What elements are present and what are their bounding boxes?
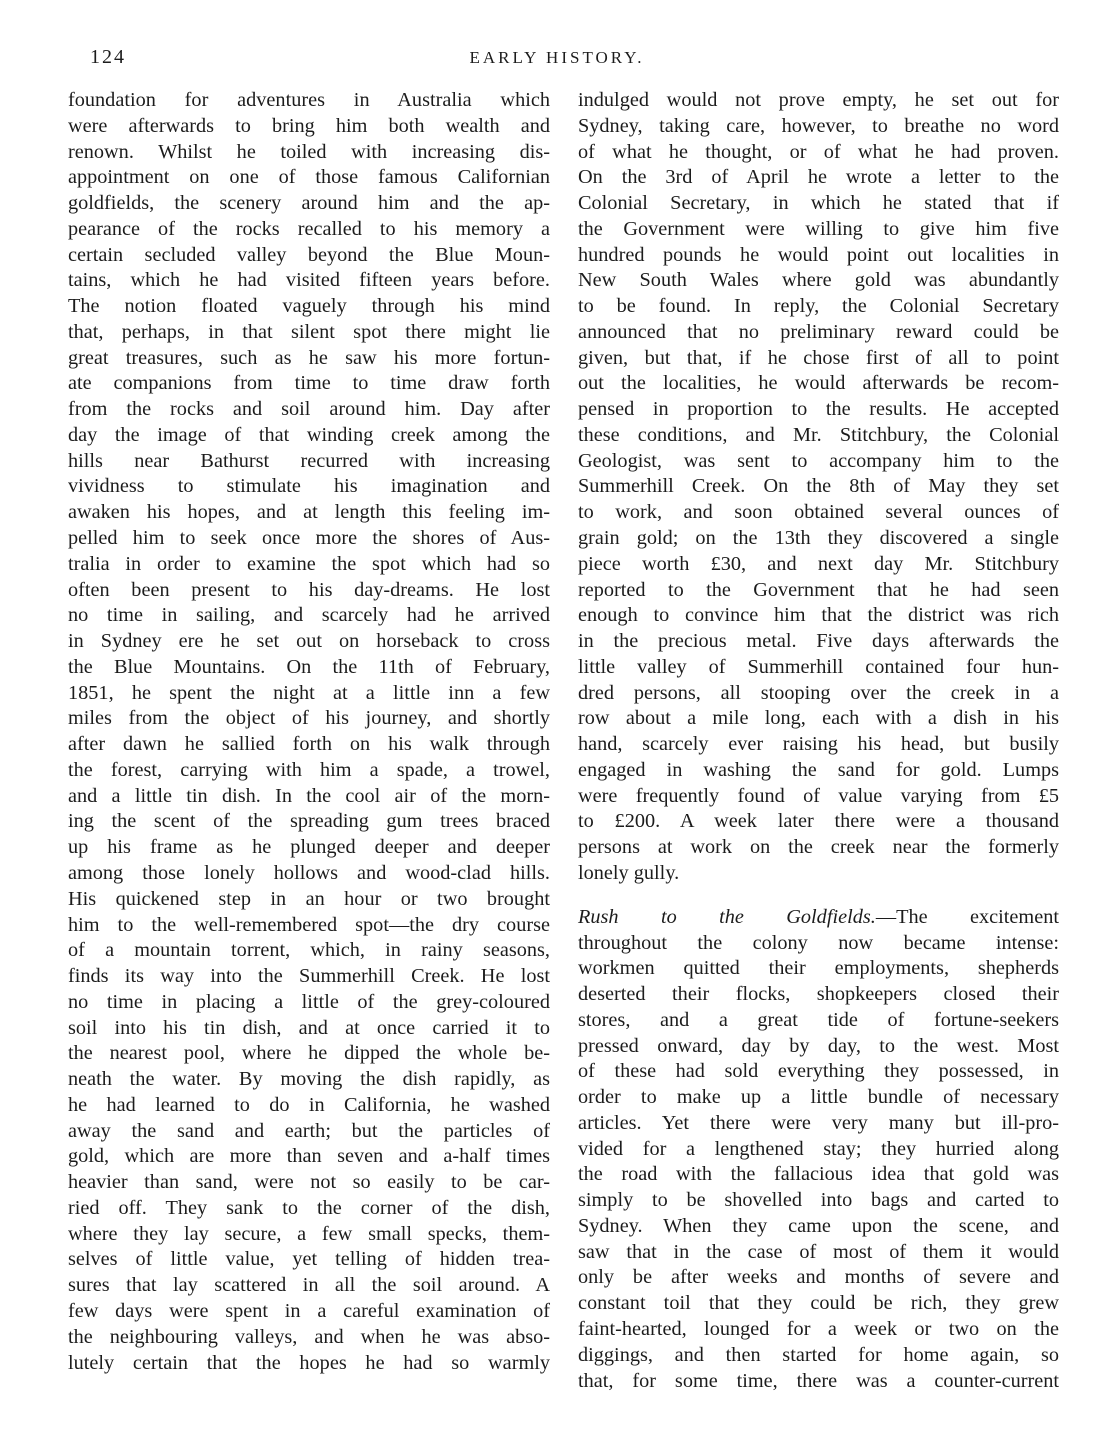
text-line: awaken his hopes, and at length this feeling im- <box>68 501 550 524</box>
text-line: reported to the Government that he had seen <box>578 578 1059 601</box>
text-line: hundred pounds he would point out localities in <box>578 243 1059 266</box>
text-line: away the sand and earth; but the particles of <box>68 1119 550 1142</box>
text-line: heavier than sand, were not so easily to be car- <box>68 1171 550 1194</box>
text-line: faint-hearted, lounged for a week or two on the <box>578 1317 1059 1340</box>
text-line: vided for a lengthened stay; they hurried along <box>578 1137 1059 1160</box>
running-title: EARLY HISTORY. <box>469 48 645 67</box>
text-line: the forest, carrying with him a spade, a trowel, <box>68 758 550 781</box>
text-line: were frequently found of value varying from £5 <box>578 784 1059 807</box>
text-line: few days were spent in a careful examination of <box>68 1299 550 1322</box>
text-line: the Government were willing to give him five <box>578 217 1059 240</box>
text-line: throughout the colony now became intense: <box>578 931 1059 954</box>
paragraph-rush <box>578 905 1059 1395</box>
text-line: given, but that, if he chose first of all to point <box>578 346 1059 369</box>
text-line: His quickened step in an hour or two brought <box>68 887 550 910</box>
text-line: appointment on one of those famous Californian <box>68 166 550 189</box>
text-line <box>578 905 1059 931</box>
text-line: articles. Yet there were very many but ill-pro- <box>578 1111 1059 1134</box>
text-line: certain secluded valley beyond the Blue Moun- <box>68 243 550 266</box>
text-line: after dawn he sallied forth on his walk through <box>68 733 550 756</box>
text-line: where they lay secure, a few small specks, them- <box>68 1222 550 1245</box>
page-number: 124 <box>90 46 126 68</box>
text-line: lonely gully. <box>578 861 680 884</box>
text-line: foundation for adventures in Australia which <box>68 89 550 111</box>
text-line: that, perhaps, in that silent spot there might lie <box>68 320 550 343</box>
text-line: indulged would not prove empty, he set out for <box>578 89 1059 111</box>
text-line: ing the scent of the spreading gum trees braced <box>68 810 550 833</box>
text-line: to £200. A week later there were a thousand <box>578 810 1059 833</box>
text-line: among those lonely hollows and wood-clad hills. <box>68 861 550 884</box>
text-line: Geologist, was sent to accompany him to the <box>578 449 1059 472</box>
section-heading: Rush to the Goldfields. <box>578 905 876 928</box>
text-line: row about a mile long, each with a dish in his <box>578 707 1059 730</box>
text-line: of these had sold everything they possessed, in <box>578 1060 1059 1083</box>
paragraph-discovery <box>578 88 1059 887</box>
text-line: engaged in washing the sand for gold. Lumps <box>578 758 1059 781</box>
text-line: out the localities, he would afterwards be recom- <box>578 372 1059 395</box>
text-line: to be found. In reply, the Colonial Secretary <box>578 295 1059 318</box>
text-line: The notion floated vaguely through his mind <box>68 295 550 318</box>
text-line: enough to convince him that the district was rich <box>578 604 1059 627</box>
text-line: finds its way into the Summerhill Creek. He lost <box>68 965 550 988</box>
text-line: hills near Bathurst recurred with increasing <box>68 449 550 472</box>
text-line: were afterwards to bring him both wealth and <box>68 114 550 137</box>
text-line: the Blue Mountains. On the 11th of February, <box>68 655 550 678</box>
text-line: dred persons, all stooping over the creek in a <box>578 681 1059 704</box>
text-line: from the rocks and soil around him. Day after <box>68 398 550 421</box>
text-line: pensed in proportion to the results. He accepted <box>578 398 1059 421</box>
text-line: the nearest pool, where he dipped the whole be- <box>68 1042 550 1065</box>
text-line: persons at work on the creek near the formerly <box>578 836 1059 859</box>
text-line: pressed onward, day by day, to the west. Most <box>578 1034 1059 1057</box>
text-line: these conditions, and Mr. Stitchbury, the Colonial <box>578 423 1059 446</box>
text-line: the neighbouring valleys, and when he was abso- <box>68 1325 550 1348</box>
left-column <box>68 88 550 1376</box>
text-line: piece worth £30, and next day Mr. Stitchbury <box>578 552 1059 575</box>
text-line: pelled him to seek once more the shores of Aus- <box>68 527 550 550</box>
text-line: hand, scarcely ever raising his head, but busily <box>578 733 1059 756</box>
text-line: the road with the fallacious idea that gold was <box>578 1163 1059 1186</box>
text-line: no time in placing a little of the grey-coloured <box>68 990 550 1013</box>
text-line: him to the well-remembered spot—the dry course <box>68 913 550 936</box>
text-line: saw that in the case of most of them it would <box>578 1240 1059 1263</box>
text-line: and a little tin dish. In the cool air of the morn- <box>68 784 550 807</box>
text-line: often been present to his day-dreams. He lost <box>68 578 550 601</box>
text-line: stores, and a great tide of fortune-seekers <box>578 1008 1059 1031</box>
text-line: to work, and soon obtained several ounces of <box>578 501 1059 524</box>
text-line: goldfields, the scenery around him and the ap- <box>68 192 550 215</box>
text-line: order to make up a little bundle of necessary <box>578 1086 1059 1109</box>
text-line: lutely certain that the hopes he had so warmly <box>68 1351 550 1374</box>
text-line: in the precious metal. Five days afterwards the <box>578 630 1059 653</box>
text-line: Sydney, taking care, however, to breathe no word <box>578 114 1059 137</box>
text-line: only be after weeks and months of severe and <box>578 1266 1059 1289</box>
text-line: up his frame as he plunged deeper and deeper <box>68 836 550 859</box>
text-line: selves of little value, yet telling of hidden trea- <box>68 1248 550 1271</box>
text-line: diggings, and then started for home again, so <box>578 1343 1059 1366</box>
text-line: On the 3rd of April he wrote a letter to the <box>578 166 1059 189</box>
text-line: pearance of the rocks recalled to his memory a <box>68 217 550 240</box>
text-line: Summerhill Creek. On the 8th of May they set <box>578 475 1059 498</box>
text-line: of what he thought, or of what he had proven. <box>578 140 1059 163</box>
text-line: 1851, he spent the night at a little inn a few <box>68 681 550 704</box>
text-line: renown. Whilst he toiled with increasing dis- <box>68 140 550 163</box>
text-line: announced that no preliminary reward could be <box>578 320 1059 343</box>
text-line: neath the water. By moving the dish rapidly, as <box>68 1068 550 1091</box>
text-line: day the image of that winding creek among the <box>68 423 550 446</box>
text-line: workmen quitted their employments, shepherds <box>578 957 1059 980</box>
text-line: ate companions from time to time draw forth <box>68 372 550 395</box>
text-line: soil into his tin dish, and at once carried it to <box>68 1016 550 1039</box>
text-line: little valley of Summerhill contained four hun- <box>578 655 1059 678</box>
text-line: constant toil that they could be rich, they grew <box>578 1292 1059 1315</box>
text-line: sures that lay scattered in all the soil around. A <box>68 1274 550 1297</box>
text-line: Sydney. When they came upon the scene, and <box>578 1214 1059 1237</box>
text-line: ried off. They sank to the corner of the dish, <box>68 1196 550 1219</box>
text-line: simply to be shovelled into bags and carted to <box>578 1189 1059 1212</box>
text-line: New South Wales where gold was abundantly <box>578 269 1059 292</box>
text-line: no time in sailing, and scarcely had he arrived <box>68 604 550 627</box>
text-line: of a mountain torrent, which, in rainy seasons, <box>68 939 550 962</box>
text-line: in Sydney ere he set out on horseback to cross <box>68 630 550 653</box>
paragraph-gap <box>578 887 1059 905</box>
right-column <box>578 88 1059 1394</box>
text-line: he had learned to do in California, he washed <box>68 1093 550 1116</box>
text-line: tains, which he had visited fifteen years before. <box>68 269 550 292</box>
text-line: tralia in order to examine the spot which had so <box>68 552 550 575</box>
text-line: deserted their flocks, shopkeepers closed their <box>578 983 1059 1006</box>
text-line: grain gold; on the 13th they discovered a single <box>578 527 1059 550</box>
text-line: great treasures, such as he saw his more fortun- <box>68 346 550 369</box>
text-fragment: —The excitement <box>875 905 1059 928</box>
text-line: that, for some time, there was a counter-current <box>578 1369 1059 1392</box>
text-line: gold, which are more than seven and a-half times <box>68 1145 550 1168</box>
text-line: miles from the object of his journey, and shortly <box>68 707 550 730</box>
text-line: Colonial Secretary, in which he stated that if <box>578 192 1059 215</box>
text-line: vividness to stimulate his imagination and <box>68 475 550 498</box>
